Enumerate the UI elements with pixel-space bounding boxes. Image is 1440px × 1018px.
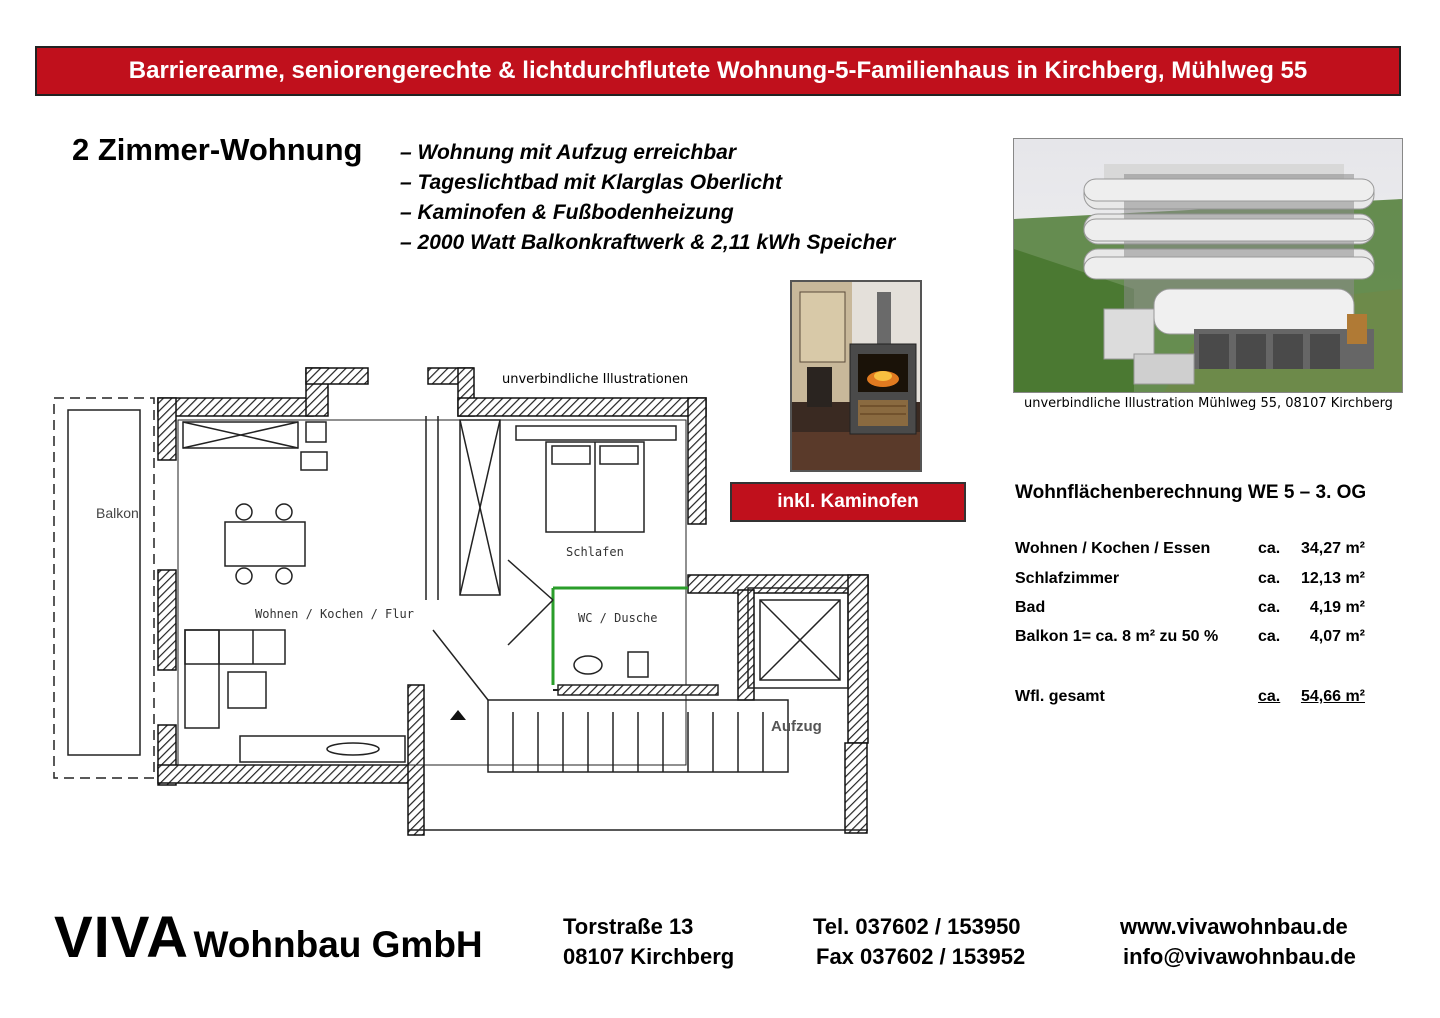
illustration-note: unverbindliche Illustrationen <box>502 372 689 387</box>
area-row-label: Bad <box>1015 599 1046 616</box>
area-total-value: 54,66 m² <box>1300 688 1365 705</box>
phone-block <box>813 912 1025 972</box>
building-rendering <box>1013 138 1403 393</box>
area-calc-title: Wohnflächenberechnung WE 5 – 3. OG <box>1015 482 1367 503</box>
area-row-value: 4,07 m² <box>1309 628 1365 645</box>
brand-name: VIVA <box>54 905 190 970</box>
area-row-ca: ca. <box>1258 570 1281 587</box>
area-row-value: 12,13 m² <box>1300 570 1365 587</box>
company-name: Wohnbau GmbH <box>193 924 483 965</box>
website-link[interactable]: www.vivawohnbau.de <box>1120 914 1348 939</box>
page-banner: Barrierearme, seniorengerechte & lichtdurchflutete Wohnung-5-Familienhaus in Kirchberg, Mühlweg 55 <box>35 46 1401 96</box>
address-city: 08107 Kirchberg <box>563 944 735 969</box>
apartment-title: 2 Zimmer-Wohnung <box>72 132 363 167</box>
area-row-label: Wohnen / Kochen / Essen <box>1015 540 1211 557</box>
address-block <box>563 912 734 972</box>
feature-heating: – Kaminofen & Fußbodenheizung <box>400 201 734 224</box>
fax-number: Fax 037602 / 153952 <box>816 944 1026 969</box>
feature-bathroom: – Tageslichtbad mit Klarglas Oberlicht <box>400 171 782 194</box>
room-label-aufzug: Aufzug <box>771 718 822 735</box>
building-caption: unverbindliche Illustration Mühlweg 55, 08107 Kirchberg <box>1024 396 1393 411</box>
area-row-label: Balkon 1= ca. 8 m² zu 50 % <box>1015 628 1219 645</box>
room-label-wc: WC / Dusche <box>578 611 658 625</box>
area-total-ca: ca. <box>1258 688 1281 705</box>
area-row-value: 4,19 m² <box>1309 599 1365 616</box>
area-row-ca: ca. <box>1258 628 1281 645</box>
feature-solar: – 2000 Watt Balkonkraftwerk & 2,11 kWh Speicher <box>400 231 896 254</box>
area-row-ca: ca. <box>1258 599 1281 616</box>
email-link[interactable]: info@vivawohnbau.de <box>1123 944 1356 969</box>
kaminofen-badge: inkl. Kaminofen <box>730 482 966 522</box>
phone-number: Tel. 037602 / 153950 <box>813 914 1021 939</box>
area-row-label: Schlafzimmer <box>1015 570 1120 587</box>
area-row-value: 34,27 m² <box>1300 540 1365 557</box>
room-label-wohnen: Wohnen / Kochen / Flur <box>255 607 414 621</box>
address-street: Torstraße 13 <box>563 914 694 939</box>
room-label-balkon: Balkon <box>96 505 139 521</box>
area-total-label: Wfl. gesamt <box>1015 688 1105 705</box>
floor-plan <box>48 360 870 850</box>
web-block <box>1120 912 1356 972</box>
feature-elevator: – Wohnung mit Aufzug erreichbar <box>400 141 737 164</box>
room-label-schlafen: Schlafen <box>566 545 624 559</box>
company-logo <box>54 904 483 971</box>
area-row-ca: ca. <box>1258 540 1281 557</box>
